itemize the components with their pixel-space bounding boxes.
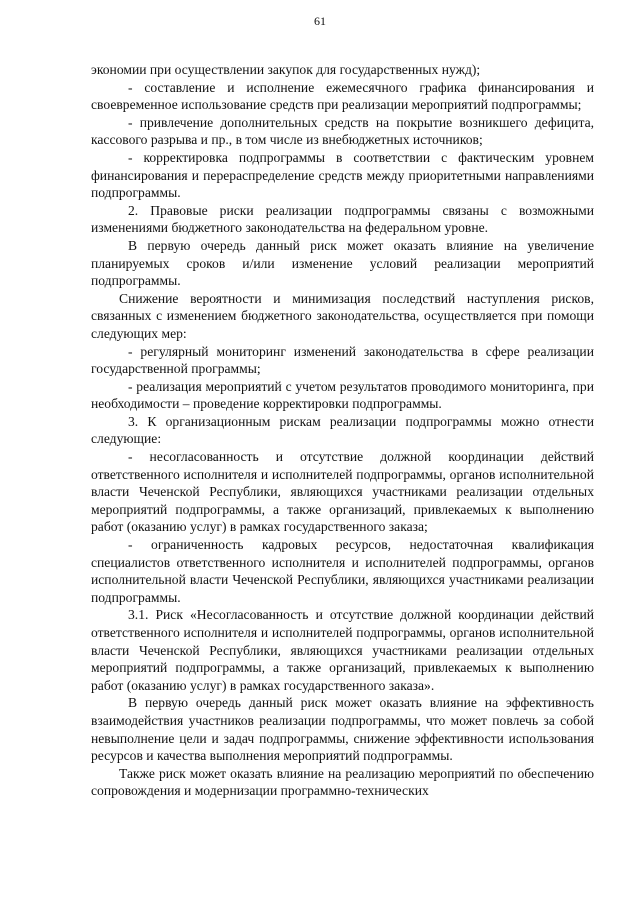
paragraph-risk-3-1-further-impact: Также риск может оказать влияние на реализацию мероприятий по обеспечению сопровождения и модернизации программно-технических [91,765,594,799]
document-body [91,61,594,800]
list-item-monitoring-implementation: - реализация мероприятий с учетом результатов проводимого мониторинга, при необходимости – проведение корректировки подпрограммы. [91,378,594,412]
list-item-limited-staff: - ограниченность кадровых ресурсов, недостаточная квалификация специалистов ответственного исполнителя и исполнителей подпрограммы, органов исполнительной власти Чеченской Республики, являющихся участниками реализации подпрограммы. [91,537,594,605]
paragraph-legal-risk-impact: В первую очередь данный риск может оказать влияние на увеличение планируемых сроков и/или изменение условий реализации мероприятий подпрограммы. [91,237,594,289]
list-item-program-adjustment: - корректировка подпрограммы в соответствии с фактическим уровнем финансирования и перераспределение средств между приоритетными направлениями подпрограммы. [91,149,594,201]
paragraph-legal-risks: 2. Правовые риски реализации подпрограммы связаны с возможными изменениями бюджетного законодательства на федеральном уровне. [91,202,594,236]
page-number: 61 [314,14,326,28]
paragraph-continuation: экономии при осуществлении закупок для государственных нужд); [91,62,481,77]
list-item-additional-funds: - привлечение дополнительных средств на покрытие возникшего дефицита, кассового разрыва и пр., в том числе из внебюджетных источников; [91,114,594,148]
list-item-lack-of-coordination: - несогласованность и отсутствие должной координации действий ответственного исполнителя и исполнителей подпрограммы, органов исполнительной власти Чеченской Республики, являющихся участниками реализации отдельных мероприятий подпрограммы, а также организаций, привлекаемых к выполнению работ (оказанию услуг) в рамках государственного заказа; [91,449,594,535]
paragraph-risk-3-1-impact: В первую очередь данный риск может оказать влияние на эффективность взаимодействия участников реализации подпрограммы, что может повлечь за собой невыполнение цели и задач подпрограммы, снижение эффективности использования ресурсов и качества выполнения мероприятий подпрограммы. [91,695,594,764]
paragraph-risk-3-1: 3.1. Риск «Несогласованность и отсутствие должной координации действий ответственного исполнителя и исполнителей подпрограммы, органов исполнительной власти Чеченской Республики, являющихся участниками реализации отдельных мероприятий подпрограммы, а также организаций, привлекаемых к выполнению работ (оказанию услуг) в рамках государственного заказа». [91,607,594,693]
paragraph-organizational-risks: 3. К организационным рискам реализации подпрограммы можно отнести следующие: [91,413,594,447]
paragraph-legal-risk-mitigation: Снижение вероятности и минимизация последствий наступления рисков, связанных с изменением бюджетного законодательства, осуществляется при помощи следующих мер: [91,290,594,341]
list-item-financing-schedule: - составление и исполнение ежемесячного графика финансирования и своевременное использование средств при реализации мероприятий подпрограммы; [91,79,594,113]
list-item-legislation-monitoring: - регулярный мониторинг изменений законодательства в сфере реализации государственной программы; [91,343,594,377]
